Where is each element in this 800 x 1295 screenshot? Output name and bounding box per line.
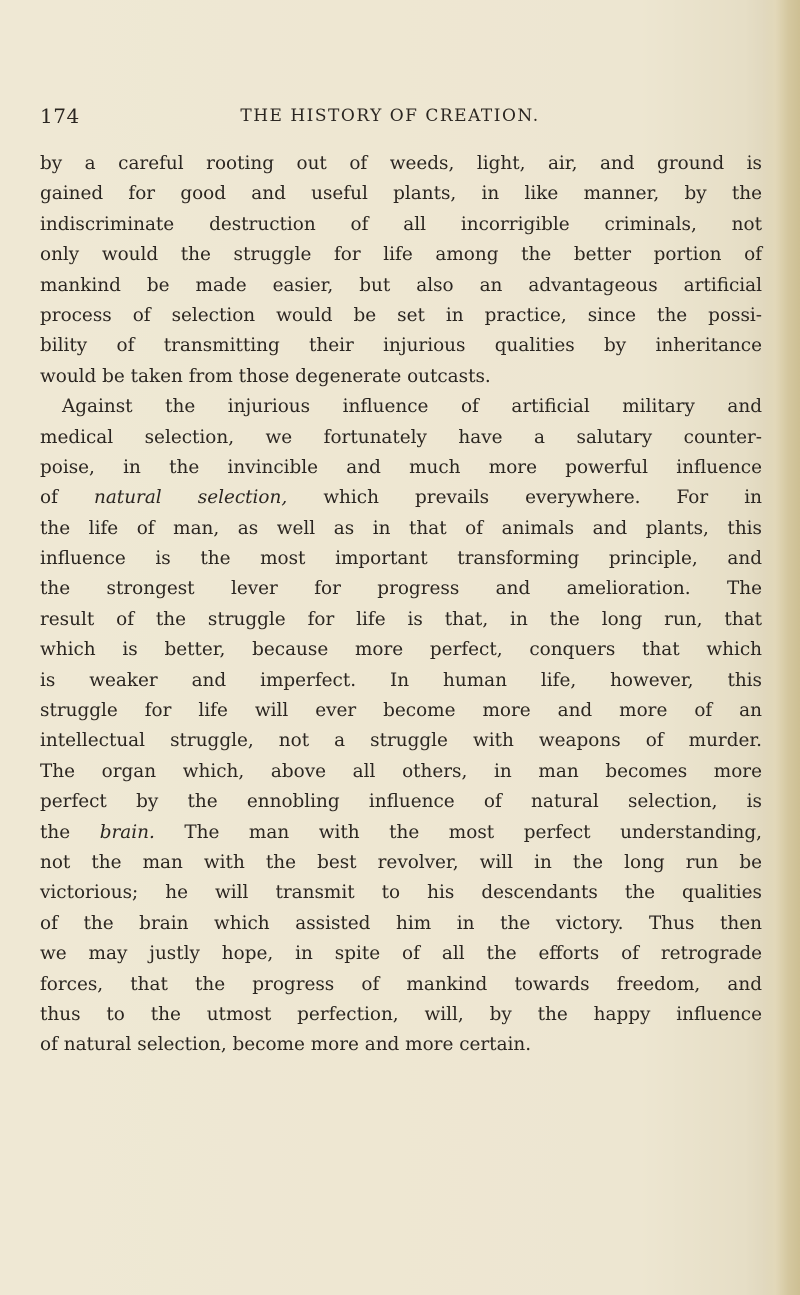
text-line: thus to the utmost perfection, will, by the happy influence [40, 1003, 762, 1025]
text-line: bility of transmitting their injurious qualities by inheritance [40, 335, 762, 357]
italic-term: natural selection, [94, 487, 288, 509]
running-head: THE HISTORY OF CREATION. [240, 106, 540, 126]
body-text [40, 149, 762, 1061]
text-line: poise, in the invincible and much more powerful influence [40, 456, 762, 478]
text-line: the strongest lever for progress and amelioration. The [40, 578, 762, 600]
text-line: the life of man, as well as in that of animals and plants, this [40, 517, 762, 539]
text-line: intellectual struggle, not a struggle with weapons of murder. [40, 730, 762, 752]
text-line: influence is the most important transforming principle, and [40, 548, 762, 570]
text-line: we may justly hope, in spite of all the efforts of retrograde [40, 943, 762, 965]
page-header [40, 104, 740, 134]
text-line: indiscriminate destruction of all incorrigible criminals, not [40, 213, 762, 235]
text-line: would be taken from those degenerate outcasts. [40, 365, 491, 387]
text-line: process of selection would be set in practice, since the possi- [40, 304, 762, 326]
text-run: of [40, 487, 58, 509]
text-line: only would the struggle for life among the better portion of [40, 244, 762, 266]
text-line: struggle for life will ever become more and more of an [40, 700, 762, 722]
text-line: not the man with the best revolver, will in the long run be [40, 851, 762, 873]
text-line: mankind be made easier, but also an advantageous artificial [40, 274, 762, 296]
text-line [40, 483, 762, 513]
text-line: of natural selection, become more and more certain. [40, 1034, 532, 1056]
text-line: perfect by the ennobling influence of natural selection, is [40, 791, 762, 813]
text-line [40, 818, 762, 848]
text-line: by a careful rooting out of weeds, light, air, and ground is [40, 153, 762, 174]
text-line: which is better, because more perfect, conquers that which [40, 639, 762, 661]
text-line: Against the injurious influence of artificial military and [62, 396, 762, 418]
text-line: gained for good and useful plants, in like manner, by the [40, 183, 762, 205]
text-line: of the brain which assisted him in the victory. Thus then [40, 912, 762, 934]
text-run: the [40, 821, 71, 843]
text-line: victorious; he will transmit to his descendants the qualities [40, 882, 762, 904]
page-edge-shadow [762, 0, 800, 1295]
text-line: The organ which, above all others, in man becomes more [40, 760, 762, 782]
text-run: which prevails everywhere. For in [323, 487, 762, 509]
page-number: 174 [40, 104, 80, 128]
text-line: result of the struggle for life is that, in the long run, that [40, 608, 762, 630]
text-line: medical selection, we fortunately have a salutary counter- [40, 426, 762, 448]
text-line: is weaker and imperfect. In human life, however, this [40, 669, 762, 691]
italic-term: brain. [99, 821, 155, 843]
text-run: The man with the most perfect understanding, [184, 821, 762, 843]
text-line: forces, that the progress of mankind towards freedom, and [40, 973, 762, 995]
